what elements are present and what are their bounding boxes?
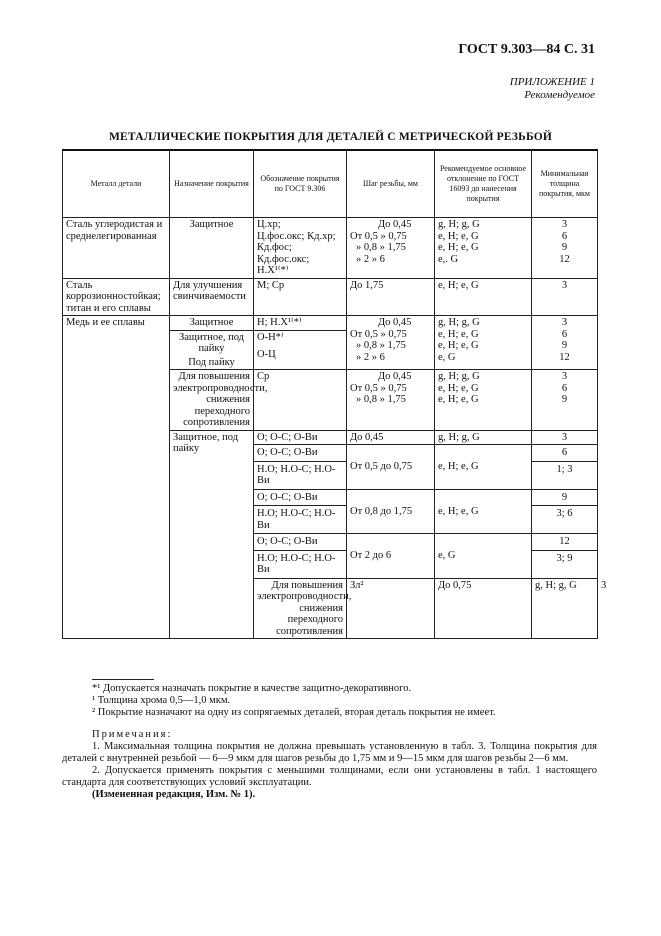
coating-cell bbox=[254, 489, 347, 534]
pitch-line: До 0,45 bbox=[378, 219, 412, 230]
col-purpose: Назначение покрытия bbox=[170, 150, 254, 218]
pitch-line: » 2 » 6 bbox=[356, 253, 385, 265]
thickness-cell bbox=[532, 489, 598, 534]
pitch-line: » 0,8 » 1,75 bbox=[356, 242, 406, 253]
dev-line: e, H; e, G bbox=[438, 394, 479, 405]
table-header-row bbox=[63, 150, 598, 218]
coating-line: О; О-С; О-Ви bbox=[254, 534, 346, 551]
appendix-number: ПРИЛОЖЕНИЕ 1 bbox=[509, 76, 595, 88]
thk-line: 6 bbox=[561, 230, 568, 242]
thk-line: 9 bbox=[561, 394, 568, 405]
dev-line: e, H; e, G bbox=[438, 382, 479, 394]
thk-line: 3; 6 bbox=[556, 508, 573, 519]
pitch-line: » 2 » 6 bbox=[356, 351, 385, 363]
deviation-cell: g, H; g, G bbox=[435, 430, 532, 445]
pitch-cell bbox=[347, 316, 435, 370]
thk-line: 6 bbox=[561, 382, 568, 394]
coating-line: Н.Х¹⁽*⁾ bbox=[257, 265, 289, 276]
page-header: ГОСТ 9.303—84 С. 31 bbox=[458, 42, 595, 57]
table-row bbox=[63, 218, 598, 279]
purpose-cell: Для улучшения свинчиваемости bbox=[170, 278, 254, 316]
note-2: 2. Допускается применять покрытия с меньшими толщинами, если они установлены в табл. 1 настоящего стандарта для соответствующих условий эксплуатации. bbox=[62, 765, 597, 788]
purpose-line: Защитное, под пайку bbox=[178, 331, 245, 354]
dev-line: e, G bbox=[438, 351, 456, 363]
thickness-cell bbox=[532, 218, 598, 279]
thickness-cell bbox=[532, 370, 598, 431]
dev-line: g, H; g, G bbox=[438, 219, 480, 230]
pitch-cell: До 1,75 bbox=[347, 278, 435, 316]
thk-line: 9 bbox=[532, 490, 597, 507]
coating-line: Кд.фос.окс; bbox=[257, 253, 310, 265]
deviation-cell: e, H; e, G bbox=[435, 489, 532, 534]
coating-cell bbox=[254, 316, 347, 370]
pitch-cell: От 0,8 до 1,75 bbox=[347, 489, 435, 534]
deviation-cell: e, H; e, G bbox=[435, 445, 532, 490]
thickness-cell bbox=[532, 316, 598, 370]
pitch-line: » 0,8 » 1,75 bbox=[356, 340, 406, 351]
pitch-cell: От 2 до 6 bbox=[347, 534, 435, 579]
thickness-cell: 3 bbox=[532, 278, 598, 316]
pitch-line: До 0,45 bbox=[378, 371, 412, 382]
col-pitch: Шаг резьбы, мм bbox=[347, 150, 435, 218]
footnotes bbox=[92, 683, 597, 719]
dev-line: e,. G bbox=[438, 253, 459, 265]
thickness-cell bbox=[532, 534, 598, 579]
metal-cell: Сталь коррозионностойкая; титан и его сплавы bbox=[63, 278, 170, 316]
coating-cell: Ср bbox=[254, 370, 347, 431]
purpose-line: Под пайку bbox=[188, 356, 235, 368]
coating-cell bbox=[254, 534, 347, 579]
coating-cell: О; О-С; О-Ви bbox=[254, 430, 347, 445]
coating-line: Н.О; Н.О-С; Н.О-Ви bbox=[257, 508, 336, 531]
coating-cell: Зл² bbox=[347, 578, 435, 639]
thickness-cell: 3 bbox=[532, 430, 598, 445]
coating-line: О-Ц bbox=[257, 349, 276, 360]
purpose-line: Защитное bbox=[170, 316, 253, 331]
pitch-cell bbox=[347, 218, 435, 279]
coating-line: О; О-С; О-Ви bbox=[254, 490, 346, 507]
coating-line: Н; Н.Х¹⁽*⁾ bbox=[254, 316, 346, 331]
metal-cell: Медь и ее сплавы bbox=[63, 316, 170, 639]
purpose-cell: Для повышения электропроводности, снижения переходного сопротивления bbox=[170, 370, 254, 431]
deviation-cell: g, H; g, G bbox=[532, 578, 598, 639]
purpose-cell: Защитное bbox=[170, 218, 254, 279]
thk-line: 3 bbox=[561, 317, 568, 328]
thk-line: 1; 3 bbox=[556, 463, 573, 475]
pitch-cell: До 0,75 bbox=[435, 578, 532, 639]
deviation-cell bbox=[435, 218, 532, 279]
col-thickness: Минимальная толщина покрытия, мкм bbox=[532, 150, 598, 218]
notes-block bbox=[62, 729, 597, 801]
table-row bbox=[63, 278, 598, 316]
thk-line: 9 bbox=[561, 242, 568, 253]
pitch-line: » 0,8 » 1,75 bbox=[356, 394, 406, 405]
appendix-status: Рекомендуемое bbox=[524, 89, 595, 101]
note-1: 1. Максимальная толщина покрытия не должна превышать установленную в табл. 3. Толщина покрытия для деталей с внутренней резьбой — 6—9 мкм для шагов резьбы до 1,75 мм и 9—15 мкм для шагов резьбы 2—6 мм. bbox=[62, 741, 597, 764]
thk-line: 12 bbox=[559, 253, 570, 265]
dev-line: e, H; e, G bbox=[438, 230, 479, 242]
coating-line: О; О-С; О-Ви bbox=[254, 445, 346, 462]
pitch-line: От 0,5 » 0,75 bbox=[350, 382, 407, 394]
purpose-cell bbox=[170, 316, 254, 370]
dev-line: g, H; g, G bbox=[438, 317, 480, 328]
thk-line: 3 bbox=[561, 371, 568, 382]
thk-line: 6 bbox=[561, 328, 568, 340]
coating-line: О-Н*⁾ bbox=[257, 331, 284, 343]
footnote: *¹ Допускается назначать покрытие в качестве защитно-декоративного. bbox=[92, 683, 412, 694]
coatings-table bbox=[62, 149, 607, 639]
coating-line: Ц.фос.окс; Кд.хр; bbox=[257, 230, 336, 242]
coating-line: Н.О; Н.О-С; Н.О-Ви bbox=[257, 552, 336, 575]
dev-line: g, H; g, G bbox=[438, 371, 480, 382]
col-coating: Обозначение покрытия по ГОСТ 9.306 bbox=[254, 150, 347, 218]
table-row: Для повышения электропроводности, снижения переходного сопротивления Зл² До 0,75 g, H; g, G 3 bbox=[63, 578, 598, 639]
thk-line: 6 bbox=[532, 445, 597, 462]
pitch-cell: От 0,5 до 0,75 bbox=[347, 445, 435, 490]
col-metal: Металл детали bbox=[63, 150, 170, 218]
thk-line: 3; 9 bbox=[556, 552, 573, 564]
col-deviation: Рекомендуемое основное отклонение по ГОСТ 16093 до нанесения покрытия bbox=[435, 150, 532, 218]
metal-cell: Сталь углеродистая и среднелегированная bbox=[63, 218, 170, 279]
coating-line: Ц.хр; bbox=[257, 219, 281, 230]
purpose-cell: Защитное, под пайку bbox=[170, 430, 254, 639]
footnote-divider bbox=[92, 679, 154, 680]
appendix-label bbox=[510, 76, 595, 102]
pitch-cell: До 0,45 bbox=[347, 430, 435, 445]
deviation-cell bbox=[435, 370, 532, 431]
footnote: ¹ Толщина хрома 0,5—1,0 мкм. bbox=[92, 695, 231, 706]
deviation-cell bbox=[435, 316, 532, 370]
coating-line: Кд.фос; bbox=[257, 242, 292, 253]
thk-line: 12 bbox=[532, 534, 597, 551]
dev-line: e, H; e, G bbox=[438, 328, 479, 340]
footnote: ² Покрытие назначают на одну из сопрягаемых деталей, вторая деталь покрытия не имеет. bbox=[92, 707, 496, 718]
thk-line: 3 bbox=[561, 219, 568, 230]
thickness-cell bbox=[532, 445, 598, 490]
coating-cell: М; Ср bbox=[254, 278, 347, 316]
thk-line: 12 bbox=[559, 351, 570, 363]
pitch-line: От 0,5 » 0,75 bbox=[350, 328, 407, 340]
coating-cell bbox=[254, 445, 347, 490]
amendment-note: (Измененная редакция, Изм. № 1). bbox=[92, 789, 256, 800]
thk-line: 9 bbox=[561, 340, 568, 351]
dev-line: e, H; e, G bbox=[438, 242, 479, 253]
purpose-cell: Для повышения электропроводности, снижения переходного сопротивления bbox=[254, 578, 347, 639]
deviation-cell: e, G bbox=[435, 534, 532, 579]
dev-line: e, H; e, G bbox=[438, 340, 479, 351]
table-title: МЕТАЛЛИЧЕСКИЕ ПОКРЫТИЯ ДЛЯ ДЕТАЛЕЙ С МЕТРИЧЕСКОЙ РЕЗЬБОЙ bbox=[108, 131, 552, 143]
pitch-line: От 0,5 » 0,75 bbox=[350, 230, 407, 242]
pitch-line: До 0,45 bbox=[378, 317, 412, 328]
table-row bbox=[63, 316, 598, 370]
deviation-cell: e, H; e, G bbox=[435, 278, 532, 316]
coating-cell bbox=[254, 218, 347, 279]
pitch-cell bbox=[347, 370, 435, 431]
coating-line: Н.О; Н.О-С; Н.О-Ви bbox=[257, 463, 336, 486]
notes-heading: Примечания: bbox=[92, 729, 173, 740]
